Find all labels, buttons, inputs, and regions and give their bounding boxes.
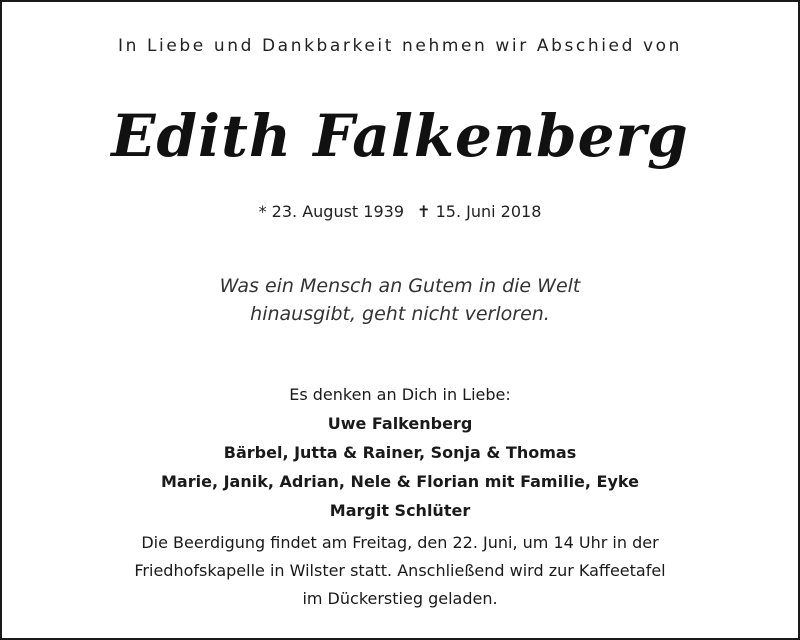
mourner-line: Uwe Falkenberg — [327, 414, 473, 433]
deceased-name: Edith Falkenberg — [111, 102, 689, 170]
mourner-line: Bärbel, Jutta & Rainer, Sonja & Thomas — [223, 443, 577, 462]
death-date: 15. Juni 2018 — [435, 202, 542, 221]
funeral-line: Die Beerdigung findet am Freitag, den 22. Juni, um 14 Uhr in der — [141, 533, 659, 552]
mourners-block — [2, 380, 798, 525]
funeral-line: im Dückerstieg geladen. — [302, 589, 498, 608]
funeral-info — [2, 529, 798, 613]
birth-date: * 23. August 1939 — [258, 202, 405, 221]
memorial-quote — [2, 272, 798, 328]
quote-line: Was ein Mensch an Gutem in die Welt — [219, 275, 581, 297]
mourners-lead: Es denken an Dich in Liebe: — [289, 385, 511, 404]
life-dates — [2, 202, 798, 221]
intro-line: In Liebe und Dankbarkeit nehmen wir Abschied von — [117, 36, 683, 56]
mourner-line: Margit Schlüter — [329, 501, 471, 520]
funeral-line: Friedhofskapelle in Wilster statt. Anschließend wird zur Kaffeetafel — [134, 561, 666, 580]
mourner-line: Marie, Janik, Adrian, Nele & Florian mit Familie, Eyke — [161, 472, 639, 491]
quote-line: hinausgibt, geht nicht verloren. — [250, 303, 550, 325]
cross-icon: ✝ — [417, 202, 431, 221]
